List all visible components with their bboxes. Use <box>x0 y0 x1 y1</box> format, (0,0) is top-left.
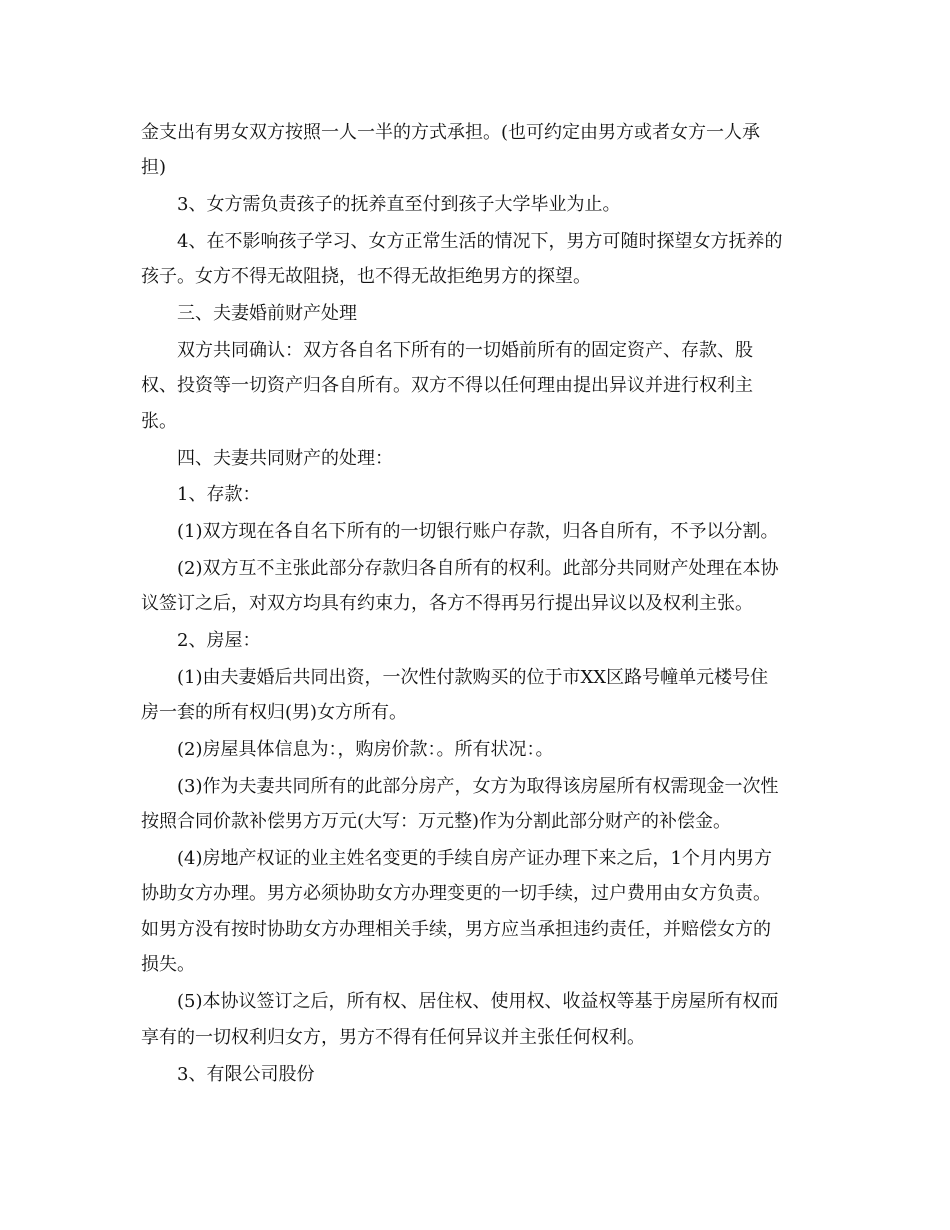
text-line: 3、女方需负责孩子的抚养直至付到孩子大学毕业为止。 <box>177 194 621 215</box>
text-line: 孩子。女方不得无故阻挠，也不得无故拒绝男方的探望。 <box>141 266 591 287</box>
subsection-heading: 2、房屋： <box>177 630 261 651</box>
text-line: 双方共同确认：双方各自名下所有的一切婚前所有的固定资产、存款、股 <box>177 340 753 361</box>
text-line: (2)房屋具体信息为：，购房价款：。所有状况：。 <box>177 739 554 760</box>
text-line: (5)本协议签订之后，所有权、居住权、使用权、收益权等基于房屋所有权而 <box>177 991 779 1012</box>
subsection-heading: 1、存款： <box>177 484 261 505</box>
text-line: 如男方没有按时协助女方办理相关手续，男方应当承担违约责任，并赔偿女方的 <box>141 919 771 940</box>
text-line: 担) <box>141 157 167 178</box>
text-line: 张。 <box>141 411 177 432</box>
text-line: 协助女方办理。男方必须协助女方办理变更的一切手续，过户费用由女方负责。 <box>141 883 771 904</box>
text-line: 按照合同价款补偿男方万元(大写：万元整)作为分割此部分财产的补偿金。 <box>141 811 732 832</box>
text-line: (2)双方互不主张此部分存款归各自所有的权利。此部分共同财产处理在本协 <box>177 558 779 579</box>
text-line: 4、在不影响孩子学习、女方正常生活的情况下，男方可随时探望女方抚养的 <box>177 231 783 252</box>
text-line: 权、投资等一切资产归各自所有。双方不得以任何理由提出异议并进行权利主 <box>141 375 753 396</box>
section-heading: 四、夫妻共同财产的处理： <box>177 448 393 469</box>
text-line: 议签订之后，对双方均具有约束力，各方不得再另行提出异议以及权利主张。 <box>141 593 753 614</box>
text-line: 金支出有男女双方按照一人一半的方式承担。(也可约定由男方或者女方一人承 <box>141 122 761 143</box>
text-line: 损失。 <box>141 954 195 975</box>
text-line: (3)作为夫妻共同所有的此部分房产，女方为取得该房屋所有权需现金一次性 <box>177 776 779 797</box>
text-line: 享有的一切权利归女方，男方不得有任何异议并主张任何权利。 <box>141 1027 645 1048</box>
subsection-heading: 3、有限公司股份 <box>177 1064 315 1085</box>
text-line: (4)房地产权证的业主姓名变更的手续自房产证办理下来之后，1个月内男方 <box>177 848 772 869</box>
text-line: (1)双方现在各自名下所有的一切银行账户存款，归各自所有，不予以分割。 <box>177 521 779 542</box>
text-line: (1)由夫妻婚后共同出资，一次性付款购买的位于市XX区路号幢单元楼号住 <box>177 667 769 688</box>
section-heading: 三、夫妻婚前财产处理 <box>177 303 357 324</box>
text-line: 房一套的所有权归(男)女方所有。 <box>141 702 408 723</box>
